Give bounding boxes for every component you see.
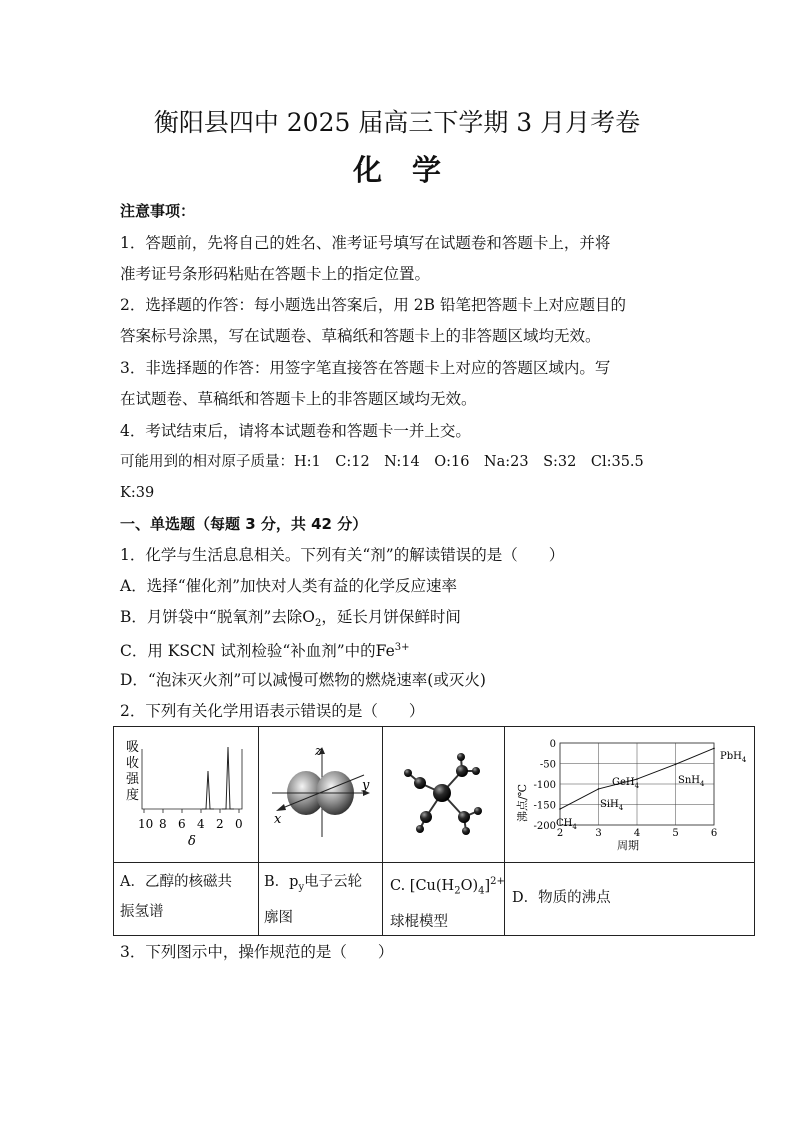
y-tick-label: -50	[539, 759, 556, 771]
hydrogen-atom	[457, 753, 465, 761]
boiling-point-chart	[508, 733, 754, 859]
nmr-tick-label: 2	[216, 817, 224, 831]
chart-ylabel: 沸点/℃	[516, 783, 529, 823]
notice-line: 1．答题前，先将自己的姓名、准考证号填写在试题卷和答题卡上，并将	[120, 234, 611, 252]
nmr-xlabel: δ	[188, 834, 196, 849]
question-2-option-d: D．物质的沸点	[512, 890, 611, 906]
series-label-geh4: GeH$_4$	[612, 777, 640, 790]
x-tick-label: 2	[556, 828, 564, 839]
notice-line: 4．考试结束后，请将本试题卷和答题卡一并上交。	[120, 422, 471, 440]
oxygen-atom	[414, 777, 426, 789]
notice-line: 准考证号条形码粘贴在答题卡上的指定位置。	[120, 265, 431, 283]
chart-xlabel: 周期	[617, 839, 639, 852]
x-tick-label: 6	[710, 828, 718, 839]
data-point	[713, 748, 715, 750]
exam-title: 衡阳县四中 2025 届高三下学期 3 月月考卷	[153, 108, 641, 137]
y-axis-label: y	[362, 778, 370, 793]
nmr-ylabel-char: 强	[126, 772, 140, 787]
atomic-mass-line: K:39	[120, 485, 155, 501]
x-tick-label: 3	[595, 828, 602, 839]
nmr-spectrum-figure	[118, 737, 254, 859]
nmr-tick-label: 4	[197, 817, 205, 831]
data-point	[559, 808, 561, 810]
question-2-table	[113, 726, 755, 936]
nmr-ylabel-char: 度	[126, 788, 140, 803]
question-1-option-c: C．用 KSCN 试剂检验“补血剂”中的$Fe^{3+}$	[120, 642, 410, 661]
question-2-option-b: B．$p_y$电子云轮 廓图	[264, 874, 363, 926]
hydrogen-atom	[462, 827, 470, 835]
section-heading: 一、单选题（每题 3 分，共 42 分）	[120, 515, 368, 533]
oxygen-atom	[456, 765, 468, 777]
y-tick-label: -150	[533, 800, 556, 812]
nmr-tick-label: 10	[138, 817, 154, 831]
data-point	[675, 764, 677, 766]
p-orbital-figure	[262, 737, 380, 859]
x-tick-label: 4	[633, 828, 641, 839]
nmr-peak	[202, 771, 214, 809]
y-tick-label: -200	[533, 821, 556, 832]
hydrogen-atom	[472, 767, 480, 775]
notice-line: 在试题卷、草稿纸和答题卡上的非答题区域均无效。	[120, 390, 477, 408]
notice-line: 3．非选择题的作答：用签字笔直接答在答题卡上对应的答题区域内。写	[120, 359, 611, 377]
series-label-snh4: SnH$_4$	[678, 775, 705, 788]
question-1-option-b: B．月饼袋中“脱氧剂”去除$O_2$，延长月饼保鲜时间	[120, 608, 461, 630]
subject-title: 化学	[352, 153, 471, 187]
data-point	[598, 788, 600, 790]
nmr-peak	[222, 747, 234, 809]
data-point	[636, 778, 638, 780]
question-2-option-c: C. $[Cu(H_2O)_4]^{2+}$ 球棍模型	[390, 876, 505, 930]
series-label-sih4: SiH$_4$	[600, 799, 624, 812]
question-1-stem: 1．化学与生活息息相关。下列有关“剂”的解读错误的是（ ）	[120, 546, 565, 564]
nmr-tick-label: 0	[235, 817, 243, 831]
question-3-stem: 3．下列图示中，操作规范的是（ ）	[120, 943, 394, 961]
series-label-pbh4: PbH$_4$	[720, 751, 747, 764]
arrow-icon	[276, 804, 286, 811]
notice-line: 答案标号涂黑，写在试题卷、草稿纸和答题卡上的非答题区域均无效。	[120, 327, 601, 345]
copper-atom	[433, 784, 451, 802]
ball-stick-model-figure	[386, 737, 500, 859]
z-axis-label: z	[315, 744, 322, 759]
question-1-option-d: D．“泡沫灭火剂”可以减慢可燃物的燃烧速率(或灭火)	[120, 671, 486, 689]
notice-line: 2．选择题的作答：每小题选出答案后，用 2B 铅笔把答题卡上对应题目的	[120, 296, 626, 314]
notice-heading: 注意事项：	[120, 202, 196, 220]
oxygen-atom	[420, 811, 432, 823]
oxygen-atom	[458, 811, 470, 823]
nmr-tick-label: 6	[178, 817, 186, 831]
x-axis-label: x	[274, 812, 282, 827]
series-label-ch4: $CH_4$	[556, 818, 577, 831]
y-tick-label: 0	[549, 739, 556, 750]
nmr-tick-label: 8	[159, 817, 167, 831]
hydrogen-atom	[474, 807, 482, 815]
atomic-mass-line: 可能用到的相对原子质量：H:1 C:12 N:14 O:16 Na:23 S:32 Cl:35.5	[120, 454, 644, 470]
question-2-option-a: A．乙醇的核磁共 振氢谱	[120, 874, 232, 920]
question-1-option-a: A．选择“催化剂”加快对人类有益的化学反应速率	[120, 577, 458, 595]
x-tick-label: 5	[672, 828, 679, 839]
nmr-ylabel-char: 收	[126, 756, 140, 771]
hydrogen-atom	[404, 769, 412, 777]
nmr-ylabel-char: 吸	[126, 740, 140, 755]
question-2-stem: 2．下列有关化学用语表示错误的是（ ）	[120, 702, 425, 720]
y-tick-label: -100	[533, 780, 556, 791]
hydrogen-atom	[416, 825, 424, 833]
